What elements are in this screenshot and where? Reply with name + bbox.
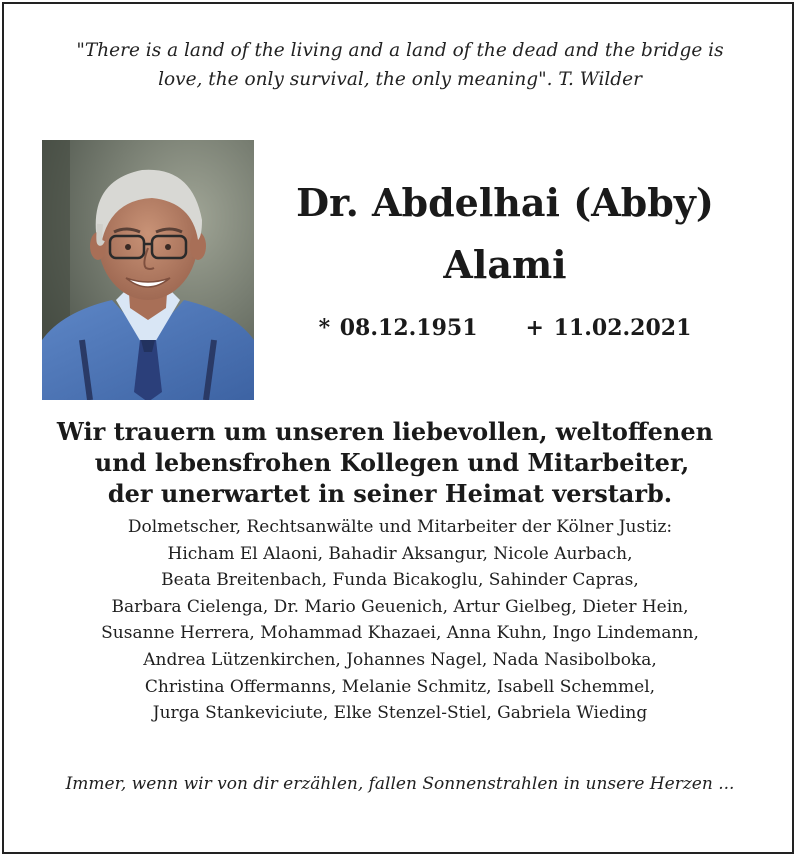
mourners-line: Jurga Stankeviciute, Elke Stenzel-Stiel, Gabriela Wieding <box>152 703 648 724</box>
mourning-statement <box>20 416 780 509</box>
mourners-line: Christina Offermanns, Melanie Schmitz, Isabell Schemmel, <box>144 676 656 697</box>
epigraph-quote <box>20 36 780 94</box>
name-line: Dr. Abdelhai (Abby) <box>296 180 714 225</box>
death-date: + 11.02.2021 <box>525 315 692 341</box>
mourning-line: Wir trauern um unseren liebevollen, weltoffenen <box>56 417 714 446</box>
quote-line: "There is a land of the living and a land of the dead and the bridge is <box>76 40 724 61</box>
closing-verse: Immer, wenn wir von dir erzählen, fallen Sonnenstrahlen in unsere Herzen ... <box>65 774 735 794</box>
birth-date: * 08.12.1951 <box>318 315 478 341</box>
mourners-line: Hicham El Alaoni, Bahadir Aksangur, Nicole Aurbach, <box>167 543 633 564</box>
quote-line: love, the only survival, the only meaning". T. Wilder <box>158 69 642 90</box>
mourners-heading: Dolmetscher, Rechtsanwälte und Mitarbeiter der Kölner Justiz: <box>127 517 673 537</box>
mourners-line: Susanne Herrera, Mohammad Khazaei, Anna Kuhn, Ingo Lindemann, <box>101 623 699 644</box>
mourning-line: und lebensfrohen Kollegen und Mitarbeiter, <box>94 448 690 477</box>
mourners-line: Barbara Cielenga, Dr. Mario Geuenich, Artur Gielbeg, Dieter Hein, <box>111 596 689 617</box>
life-dates <box>262 312 748 344</box>
mourners-line: Andrea Lützenkirchen, Johannes Nagel, Nada Nasibolboka, <box>143 649 657 670</box>
name-line: Alami <box>443 242 567 287</box>
mourning-line: der unerwartet in seiner Heimat verstarb. <box>107 479 673 508</box>
mourners-list <box>20 514 780 727</box>
mourners-line: Beata Breitenbach, Funda Bicakoglu, Sahinder Capras, <box>161 570 639 591</box>
deceased-name <box>262 172 748 296</box>
portrait-illustration <box>42 140 254 400</box>
portrait-photo <box>42 140 254 400</box>
